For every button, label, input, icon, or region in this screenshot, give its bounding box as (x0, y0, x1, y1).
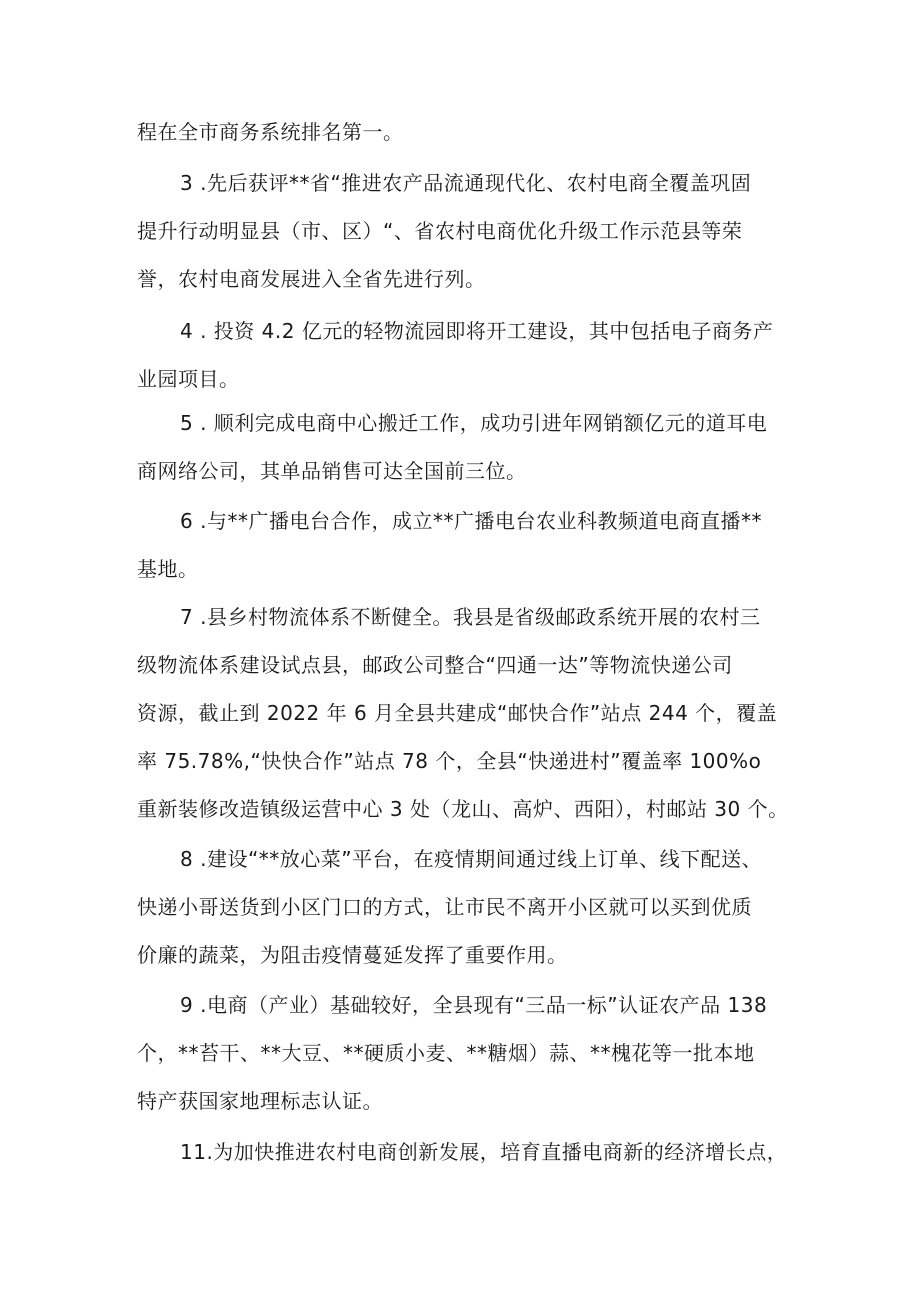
paragraph-line: 价廉的蔬菜，为阻击疫情蔓延发挥了重要作用。 (137, 943, 568, 967)
paragraph-line: 9 .电商（产业）基础较好，全县现有“三品一标”认证农产品 138 (180, 993, 768, 1017)
paragraph-line: 基地。 (137, 557, 199, 581)
paragraph-line: 商网络公司，其单品销售可达全国前三位。 (137, 459, 527, 483)
paragraph-line: 誉，农村电商发展进入全省先进行列。 (137, 267, 486, 291)
paragraph-line: 提升行动明显县（市、区）“、省农村电商优化升级工作示范县等荣 (137, 219, 743, 243)
paragraph-line: 11.为加快推进农村电商创新发展，培育直播电商新的经济增长点， (180, 1140, 788, 1164)
paragraph-line: 快递小哥送货到小区门口的方式，让市民不离开小区就可以买到优质 (137, 895, 752, 919)
paragraph-line: 重新装修改造镇级运营中心 3 处（龙山、高炉、西阳），村邮站 30 个。 (137, 797, 789, 821)
paragraph-line: 8 .建设“**放心菜”平台，在疫情期间通过线上订单、线下配送、 (180, 847, 763, 871)
paragraph-line: 3 .先后获评**省“推进农产品流通现代化、农村电商全覆盖巩固 (180, 171, 752, 195)
paragraph-line: 资源，截止到 2022 年 6 月全县共建成“邮快合作”站点 244 个，覆盖 (137, 701, 778, 725)
paragraph-line: 率 75.78%,“快快合作”站点 78 个，全县“快递进村”覆盖率 100%o (137, 749, 762, 773)
paragraph-line: 5 . 顺利完成电商中心搬迁工作，成功引进年网销额亿元的道耳电 (180, 411, 768, 435)
paragraph-line: 特产获国家地理标志认证。 (137, 1089, 383, 1113)
paragraph-line: 个，**苔干、**大豆、**硬质小麦、**糖烟）蒜、**槐花等一批本地 (137, 1041, 755, 1065)
paragraph-line: 业园项目。 (137, 367, 240, 391)
paragraph-line: 4 . 投资 4.2 亿元的轻物流园即将开工建设，其中包括电子商务产 (180, 319, 774, 343)
paragraph-line: 6 .与**广播电台合作，成立**广播电台农业科教频道电商直播** (180, 509, 762, 533)
paragraph-line: 7 .县乡村物流体系不断健全。我县是省级邮政系统开展的农村三 (180, 605, 761, 629)
paragraph-line: 级物流体系建设试点县，邮政公司整合“四通一达”等物流快递公司 (137, 653, 733, 677)
paragraph-line: 程在全市商务系统排名第一。 (137, 120, 404, 144)
